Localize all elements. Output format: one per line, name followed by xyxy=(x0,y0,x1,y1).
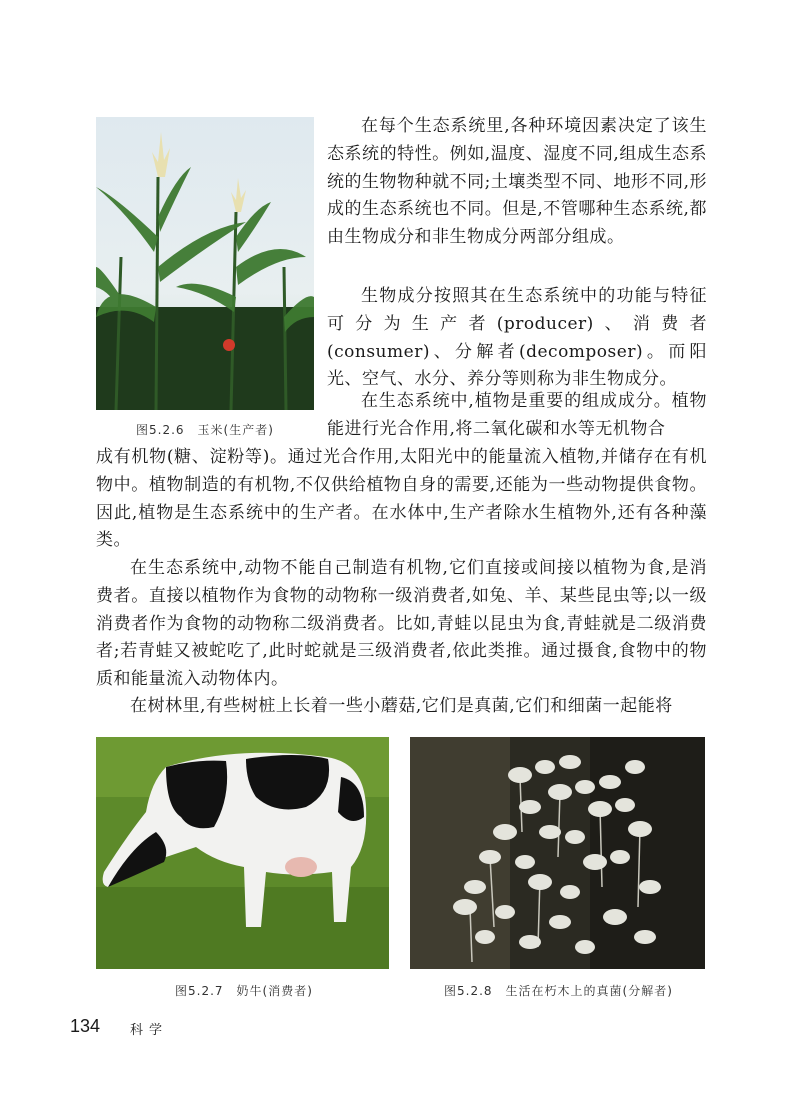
corn-caption: 图5.2.6 玉米(生产者) xyxy=(136,423,274,437)
mushroom-photo xyxy=(410,737,705,969)
paragraph-1: 在每个生态系统里,各种环境因素决定了该生态系统的特性。例如,温度、湿度不同,组成生态系统的生物物种就不同;土壤类型不同、地形不同,形成的生态系统也不同。但是,不管哪种生态系统,都由生物成分和非生物成分两部分组成。 xyxy=(327,116,707,248)
corn-photo xyxy=(96,117,314,410)
paragraph-3a: 在生态系统中,植物是重要的组成成分。植物能进行光合作用,将二氧化碳和水等无机物合 xyxy=(327,391,707,439)
page-number: 134 xyxy=(70,1016,101,1036)
paragraph-4: 在生态系统中,动物不能自己制造有机物,它们直接或间接以植物为食,是消费者。直接以植物作为食物的动物称一级消费者,如兔、羊、某些昆虫等;以一级消费者作为食物的动物称二级消费者。比如,青蛙以昆虫为食,青蛙就是二级消费者;若青蛙又被蛇吃了,此时蛇就是三级消费者,依此类推。通过摄食,食物中的物质和能量流入动物体内。 xyxy=(96,558,707,690)
paragraph-5: 在树林里,有些树桩上长着一些小蘑菇,它们是真菌,它们和细菌一起能将 xyxy=(130,696,673,716)
paragraph-3b: 成有机物(糖、淀粉等)。通过光合作用,太阳光中的能量流入植物,并储存在有机物中。植物制造的有机物,不仅供给植物自身的需要,还能为一些动物提供食物。因此,植物是生态系统中的生产者。在水体中,生产者除水生植物外,还有各种藻类。 xyxy=(96,447,707,551)
cow-photo xyxy=(96,737,389,969)
mushroom-caption: 图5.2.8 生活在朽木上的真菌(分解者) xyxy=(444,984,673,998)
cow-caption: 图5.2.7 奶牛(消费者) xyxy=(175,984,313,998)
paragraph-2: 生物成分按照其在生态系统中的功能与特征可分为生产者(producer)、消费者(consumer)、分解者(decomposer)。而阳光、空气、水分、养分等则称为非生物成分。 xyxy=(327,286,707,390)
book-title: 科学 xyxy=(130,1023,169,1038)
